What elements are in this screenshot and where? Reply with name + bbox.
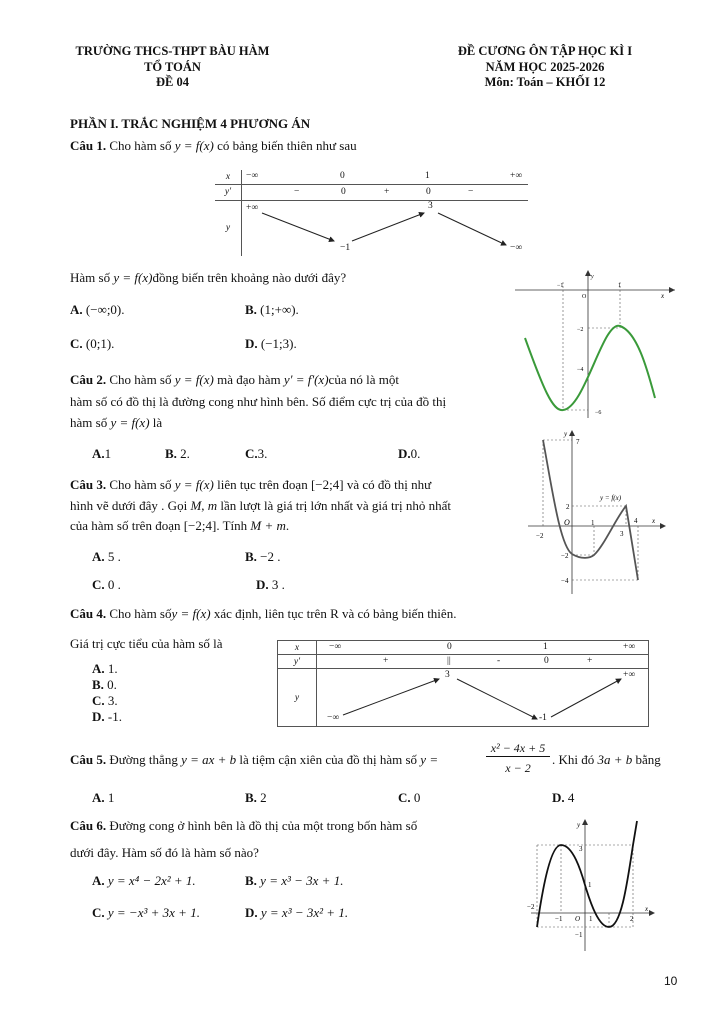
option-letter: C. bbox=[245, 446, 258, 461]
q5-option-d[interactable] bbox=[552, 790, 574, 806]
q3-option-a[interactable] bbox=[92, 549, 121, 565]
q3-text: của hàm số trên đoạn bbox=[70, 518, 181, 533]
option-text: 0 . bbox=[107, 577, 121, 592]
q3-origin: O bbox=[564, 518, 570, 527]
q5-line: y = ax + b bbox=[181, 752, 237, 767]
q4-x-value: +∞ bbox=[623, 642, 636, 652]
option-letter: C. bbox=[92, 577, 105, 592]
q4-x-value: 1 bbox=[543, 642, 548, 652]
q1-option-c[interactable] bbox=[70, 336, 114, 352]
q2-y-tick: −2 bbox=[577, 327, 584, 333]
q1-ask-a: Hàm số bbox=[70, 270, 111, 285]
option-letter: C. bbox=[398, 790, 411, 805]
q2-func: y = f(x) bbox=[174, 372, 214, 387]
q4-x-label: x bbox=[278, 641, 317, 655]
q2-x-tick: −1 bbox=[557, 283, 564, 289]
q6-stem-line1 bbox=[70, 818, 417, 834]
q2-x-label: x bbox=[661, 292, 665, 300]
option-text: 2 bbox=[260, 790, 267, 805]
q2-option-b[interactable] bbox=[165, 446, 190, 462]
q6-x-tick: 2 bbox=[630, 915, 634, 923]
exam-title: ĐỀ CƯƠNG ÔN TẬP HỌC KÌ I bbox=[457, 44, 633, 58]
q4-yp-sign: + bbox=[587, 656, 593, 666]
option-text: y = −x³ + 3x + 1. bbox=[107, 905, 200, 920]
q1-func-2: y = f(x) bbox=[113, 270, 153, 285]
q4-label: Câu 4. bbox=[70, 606, 107, 621]
q5-denominator: x − 2 bbox=[505, 761, 531, 775]
q6-option-d[interactable] bbox=[245, 905, 348, 921]
school-name: TRƯỜNG THCS-THPT BÀU HÀM bbox=[75, 44, 270, 58]
option-text: y = x⁴ − 2x² + 1. bbox=[107, 873, 196, 888]
option-letter: A. bbox=[92, 873, 105, 888]
option-text: 1. bbox=[107, 661, 118, 676]
q4-options bbox=[92, 661, 122, 725]
q3-text: . Tính bbox=[216, 518, 248, 533]
q3-x-label: x bbox=[652, 517, 656, 525]
option-text: 4 bbox=[567, 790, 575, 805]
q4-yp-sign: || bbox=[447, 656, 451, 666]
q4-yp-sign: - bbox=[497, 656, 501, 666]
q1-x-value: +∞ bbox=[510, 171, 523, 181]
q5-option-a[interactable] bbox=[92, 790, 114, 806]
q1-stem bbox=[70, 138, 357, 154]
q1-y-value: −∞ bbox=[510, 242, 523, 253]
q1-yp-sign: − bbox=[468, 186, 474, 197]
q6-y-tick: 1 bbox=[588, 881, 592, 889]
q2-func-2: y = f(x) bbox=[110, 415, 150, 430]
q1-variation-table bbox=[215, 170, 528, 256]
q6-option-b[interactable] bbox=[245, 873, 343, 889]
q2-stem-line2: hàm số có đồ thị là đường cong như hình bên. Số điểm cực trị của đồ thị bbox=[70, 394, 447, 409]
school-header bbox=[55, 44, 290, 91]
section-title: PHẦN I. TRẮC NGHIỆM 4 PHƯƠNG ÁN bbox=[70, 116, 311, 131]
option-text: (−∞;0). bbox=[85, 302, 125, 317]
q2-origin: O bbox=[582, 294, 587, 300]
q2-option-a[interactable] bbox=[92, 446, 111, 462]
q3-function-graph bbox=[528, 428, 668, 596]
option-letter: A. bbox=[92, 549, 105, 564]
q4-x-value: −∞ bbox=[329, 642, 342, 652]
q1-x-value: 1 bbox=[425, 171, 430, 181]
option-text: 5 . bbox=[107, 549, 121, 564]
q2-option-c[interactable] bbox=[245, 446, 267, 462]
option-letter: C. bbox=[92, 693, 105, 708]
option-letter: D. bbox=[552, 790, 565, 805]
q2-text: hàm số bbox=[70, 415, 108, 430]
option-text: 1 bbox=[104, 446, 112, 461]
q2-text: là bbox=[152, 415, 163, 430]
q4-text: Cho hàm số bbox=[109, 606, 172, 621]
q3-y-tick: −4 bbox=[561, 577, 569, 585]
q5-numerator: x² − 4x + 5 bbox=[486, 741, 550, 757]
q3-y-tick: −2 bbox=[561, 552, 569, 560]
q4-func: y = f(x) bbox=[171, 606, 211, 621]
option-letter: B. bbox=[245, 873, 257, 888]
option-letter: B. bbox=[165, 446, 177, 461]
q3-stem-line2 bbox=[70, 498, 451, 514]
q6-option-a[interactable] bbox=[92, 873, 196, 889]
q3-text: lần lượt là giá trị lớn nhất và giá trị nhỏ nhất bbox=[220, 498, 451, 513]
q3-text: , bbox=[201, 498, 205, 513]
option-text: (1;+∞). bbox=[260, 302, 299, 317]
q3-curve-label: y = f(x) bbox=[600, 494, 622, 502]
q1-x-label: x bbox=[215, 170, 242, 184]
option-text: -1. bbox=[107, 709, 122, 724]
option-text: y = x³ − 3x + 1. bbox=[260, 873, 344, 888]
q2-derivative-graph bbox=[515, 268, 680, 420]
option-letter: C. bbox=[70, 336, 83, 351]
option-text: (−1;3). bbox=[260, 336, 297, 351]
q2-y-tick: −4 bbox=[577, 367, 584, 373]
q2-text: mà đạo hàm bbox=[217, 372, 281, 387]
page-number: 10 bbox=[664, 974, 678, 988]
q3-interval-2: [−2;4] bbox=[183, 518, 217, 533]
q6-y-tick: 3 bbox=[579, 845, 583, 853]
q2-derivative: y' = f'(x) bbox=[283, 372, 329, 387]
school-year: NĂM HỌC 2025-2026 bbox=[485, 59, 605, 74]
q5-text: là tiệm cận xiên của đồ thị hàm số bbox=[239, 752, 418, 767]
option-text: 2. bbox=[180, 446, 190, 461]
q1-question bbox=[70, 270, 346, 286]
q4-y-value: −∞ bbox=[327, 713, 340, 723]
option-text: 3 . bbox=[271, 577, 285, 592]
q3-text: Cho hàm số bbox=[109, 477, 172, 492]
q4-option-b[interactable] bbox=[92, 677, 122, 693]
q1-yp-sign: 0 bbox=[426, 186, 431, 197]
q1-option-b[interactable] bbox=[245, 302, 299, 318]
q3-option-c[interactable] bbox=[92, 577, 121, 593]
q6-function-graph bbox=[525, 815, 660, 953]
q1-arrows bbox=[242, 201, 531, 257]
exam-code: ĐỀ 04 bbox=[156, 75, 189, 89]
q5-text: Đường thẳng bbox=[109, 752, 178, 767]
q4-y-label: y bbox=[278, 669, 317, 727]
q3-func: y = f(x) bbox=[174, 477, 214, 492]
q4-option-a[interactable] bbox=[92, 661, 122, 677]
q1-x-value: 0 bbox=[340, 171, 345, 181]
q5-text: . Khi đó bbox=[552, 752, 595, 767]
q3-text: liên tục trên đoạn bbox=[217, 477, 308, 492]
q3-label: Câu 3. bbox=[70, 477, 107, 492]
option-letter: D. bbox=[256, 577, 269, 592]
q5-option-b[interactable] bbox=[245, 790, 267, 806]
q3-expression: M + m bbox=[250, 518, 286, 533]
q3-text: và có đồ thị như bbox=[346, 477, 432, 492]
q3-y-label: y bbox=[564, 430, 568, 438]
q3-y-tick: 2 bbox=[566, 503, 570, 511]
option-text: 3. bbox=[257, 446, 268, 461]
option-letter: D. bbox=[245, 905, 258, 920]
option-letter: D. bbox=[398, 446, 411, 461]
q3-x-tick: 4 bbox=[634, 517, 638, 525]
option-letter: B. bbox=[92, 677, 104, 692]
option-letter: D. bbox=[245, 336, 258, 351]
q4-yp-label: y′ bbox=[278, 655, 317, 669]
q2-y-label: y bbox=[591, 274, 594, 280]
q4-text: xác định, liên tục trên R và có bảng biến thiên. bbox=[213, 606, 457, 621]
q1-label: Câu 1. bbox=[70, 138, 107, 153]
q1-y-value: −1 bbox=[340, 242, 351, 253]
q6-x-tick: −2 bbox=[527, 903, 535, 911]
option-letter: C. bbox=[92, 905, 105, 920]
q5-text-group bbox=[70, 752, 438, 768]
option-letter: A. bbox=[92, 446, 105, 461]
option-letter: A. bbox=[92, 790, 105, 805]
exam-header bbox=[425, 44, 665, 91]
q5-y-eq: y = bbox=[420, 752, 439, 767]
q4-option-d[interactable] bbox=[92, 709, 122, 725]
q5-option-c[interactable] bbox=[398, 790, 420, 806]
option-letter: B. bbox=[245, 302, 257, 317]
q1-text-a: Cho hàm số bbox=[109, 138, 172, 153]
q1-yp-label: y′ bbox=[215, 184, 242, 200]
group-name: TỔ TOÁN bbox=[144, 59, 201, 74]
option-text: (0;1). bbox=[85, 336, 115, 351]
q4-y-value: -1 bbox=[539, 713, 547, 723]
option-text: y = x³ − 3x² + 1. bbox=[260, 905, 349, 920]
q3-x-tick: −2 bbox=[536, 532, 544, 540]
q2-x-tick: 1 bbox=[618, 283, 621, 289]
q6-text: Đường cong ở hình bên là đồ thị của một trong bốn hàm số bbox=[109, 818, 418, 833]
q1-x-value: −∞ bbox=[246, 171, 259, 181]
q6-option-c[interactable] bbox=[92, 905, 200, 921]
q3-option-d[interactable] bbox=[256, 577, 285, 593]
q5-tail bbox=[552, 752, 661, 768]
q3-x-tick: 3 bbox=[620, 530, 624, 538]
q6-label: Câu 6. bbox=[70, 818, 107, 833]
q6-y-tick: −1 bbox=[575, 931, 583, 939]
q4-stem-line2: Giá trị cực tiểu của hàm số là bbox=[70, 636, 223, 651]
q4-arrows bbox=[317, 669, 651, 727]
option-text: 0 bbox=[413, 790, 421, 805]
option-letter: B. bbox=[245, 790, 257, 805]
q1-yp-sign: + bbox=[384, 186, 390, 197]
q4-stem-line1 bbox=[70, 606, 456, 622]
q2-stem-line1 bbox=[70, 372, 399, 388]
q2-label: Câu 2. bbox=[70, 372, 107, 387]
q1-option-d[interactable] bbox=[245, 336, 297, 352]
q1-yp-sign: − bbox=[294, 186, 300, 197]
q1-y-value: 3 bbox=[428, 200, 433, 211]
option-text: −2 . bbox=[260, 549, 281, 564]
q1-option-a[interactable] bbox=[70, 302, 125, 318]
q6-y-label: y bbox=[577, 821, 581, 829]
q1-y-label: y bbox=[215, 200, 242, 256]
q4-yp-sign: 0 bbox=[544, 656, 549, 666]
q2-stem-line3 bbox=[70, 415, 162, 431]
q1-y-value: +∞ bbox=[246, 202, 259, 213]
q3-x-tick: 1 bbox=[591, 519, 595, 527]
q2-text: Cho hàm số bbox=[109, 372, 172, 387]
q6-x-tick: −1 bbox=[555, 915, 563, 923]
option-letter: D. bbox=[92, 709, 105, 724]
q2-text: của nó là một bbox=[328, 372, 399, 387]
option-letter: A. bbox=[92, 661, 105, 676]
q4-x-value: 0 bbox=[447, 642, 452, 652]
q1-func: y = f(x) bbox=[174, 138, 214, 153]
q6-stem-line2: dưới đây. Hàm số đó là hàm số nào? bbox=[70, 845, 259, 860]
q4-yp-sign: + bbox=[383, 656, 389, 666]
q3-stem-line1 bbox=[70, 477, 431, 493]
q3-option-b[interactable] bbox=[245, 549, 281, 565]
option-letter: A. bbox=[70, 302, 83, 317]
q4-variation-table bbox=[277, 640, 649, 727]
q4-option-c[interactable] bbox=[92, 693, 122, 709]
q3-min-symbol: m bbox=[207, 498, 218, 513]
q3-stem-line3: của hàm số trên đoạn [−2;4]. Tính M + m. bbox=[70, 518, 290, 533]
q4-y-value: 3 bbox=[445, 670, 450, 680]
q3-y-tick: 7 bbox=[576, 438, 580, 446]
q2-option-d[interactable] bbox=[398, 446, 420, 462]
q3-interval: [−2;4] bbox=[310, 477, 344, 492]
q1-text-b: có bảng biến thiên như sau bbox=[217, 138, 357, 153]
q5-text: bằng bbox=[635, 752, 661, 767]
q4-y-value: +∞ bbox=[623, 670, 636, 680]
q3-text: hình vẽ dưới đây . Gọi bbox=[70, 498, 188, 513]
option-letter: B. bbox=[245, 549, 257, 564]
q5-expression: 3a + b bbox=[597, 752, 633, 767]
option-text: 3. bbox=[107, 693, 118, 708]
q3-max-symbol: M bbox=[190, 498, 202, 513]
option-text: 0. bbox=[107, 677, 117, 692]
q6-x-label: x bbox=[645, 905, 649, 913]
q1-ask-b: đồng biến trên khoảng nào dưới đây? bbox=[152, 270, 347, 285]
q5-label: Câu 5. bbox=[70, 752, 107, 767]
option-text: 0. bbox=[410, 446, 421, 461]
q2-y-tick: −6 bbox=[595, 410, 602, 416]
q6-origin: O bbox=[575, 915, 581, 923]
q6-x-tick: 1 bbox=[589, 915, 593, 923]
option-text: 1 bbox=[107, 790, 115, 805]
q1-yp-sign: 0 bbox=[341, 186, 346, 197]
subject-line: Môn: Toán – KHỐI 12 bbox=[484, 75, 606, 89]
